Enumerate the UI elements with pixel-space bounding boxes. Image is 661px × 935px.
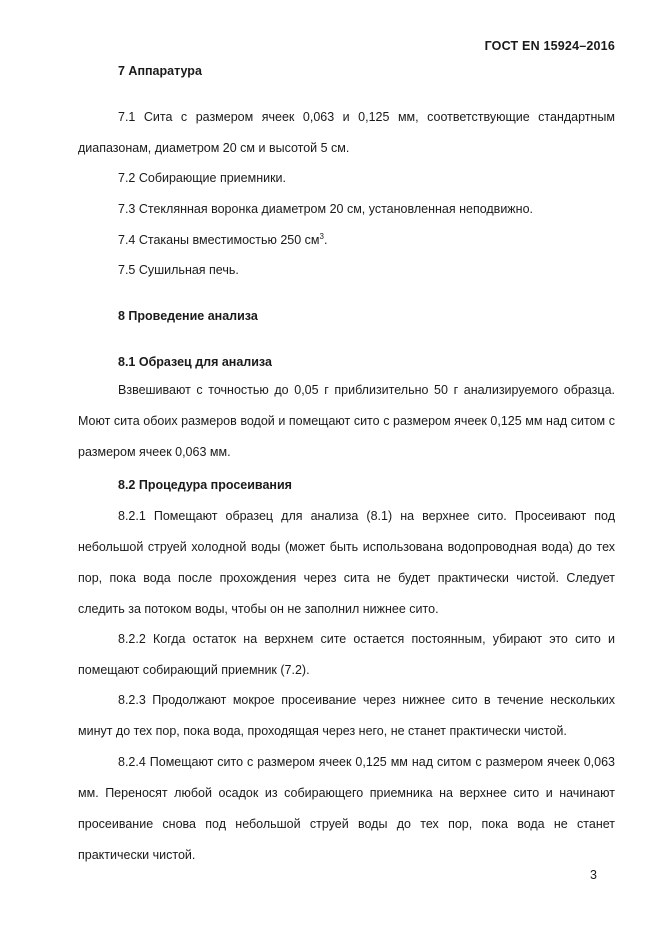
page-number: 3 xyxy=(590,868,597,882)
paragraph-8-2-3: 8.2.3 Продолжают мокрое просеивание через нижнее сито в течение нескольких минут до тех пор, пока вода, проходящая через него, не станет практически чистой. xyxy=(78,693,615,738)
paragraph-8-1: Взвешивают с точностью до 0,05 г приблизительно 50 г анализируемого образца. Моют сита обоих размеров водой и помещают сито с размером ячеек 0,125 мм над ситом с размером ячеек 0,063 мм. xyxy=(78,383,615,459)
section-8-title: 8 Проведение анализа xyxy=(118,309,258,323)
paragraph-7-1: 7.1 Сита с размером ячеек 0,063 и 0,125 мм, соответствующие стандартным диапазонам, диаметром 20 см и высотой 5 см. xyxy=(78,110,615,155)
subsection-8-1-title: 8.1 Образец для анализа xyxy=(118,355,272,369)
paragraph-8-2-2: 8.2.2 Когда остаток на верхнем сите остается постоянным, убирают это сито и помещают собирающий приемник (7.2). xyxy=(78,632,615,677)
standard-header: ГОСТ EN 15924–2016 xyxy=(484,39,615,53)
section-7-title: 7 Аппаратура xyxy=(118,64,202,78)
paragraph-8-2-1: 8.2.1 Помещают образец для анализа (8.1) на верхнее сито. Просеивают под небольшой струей холодной воды (может быть использована водопроводная вода) до тех пор, пока вода после прохождения через сита не будет практически чистой. Следует следить за потоком воды, чтобы он не заполнил нижнее сито. xyxy=(78,509,615,616)
paragraph-7-3: 7.3 Стеклянная воронка диаметром 20 см, установленная неподвижно. xyxy=(118,202,533,216)
paragraph-7-4: 7.4 Стаканы вместимостью 250 $см^3$. xyxy=(118,232,328,247)
paragraph-8-2-4: 8.2.4 Помещают сито с размером ячеек 0,125 мм над ситом с размером ячеек 0,063 мм. Переносят любой осадок из собирающего приемника на верхнее сито и начинают просеивание снова под небольшой струей воды до тех пор, пока вода не станет практически чистой. xyxy=(78,755,615,862)
paragraph-7-2: 7.2 Собирающие приемники. xyxy=(118,171,286,185)
paragraph-7-5: 7.5 Сушильная печь. xyxy=(118,263,239,277)
subsection-8-2-title: 8.2 Процедура просеивания xyxy=(118,478,292,492)
